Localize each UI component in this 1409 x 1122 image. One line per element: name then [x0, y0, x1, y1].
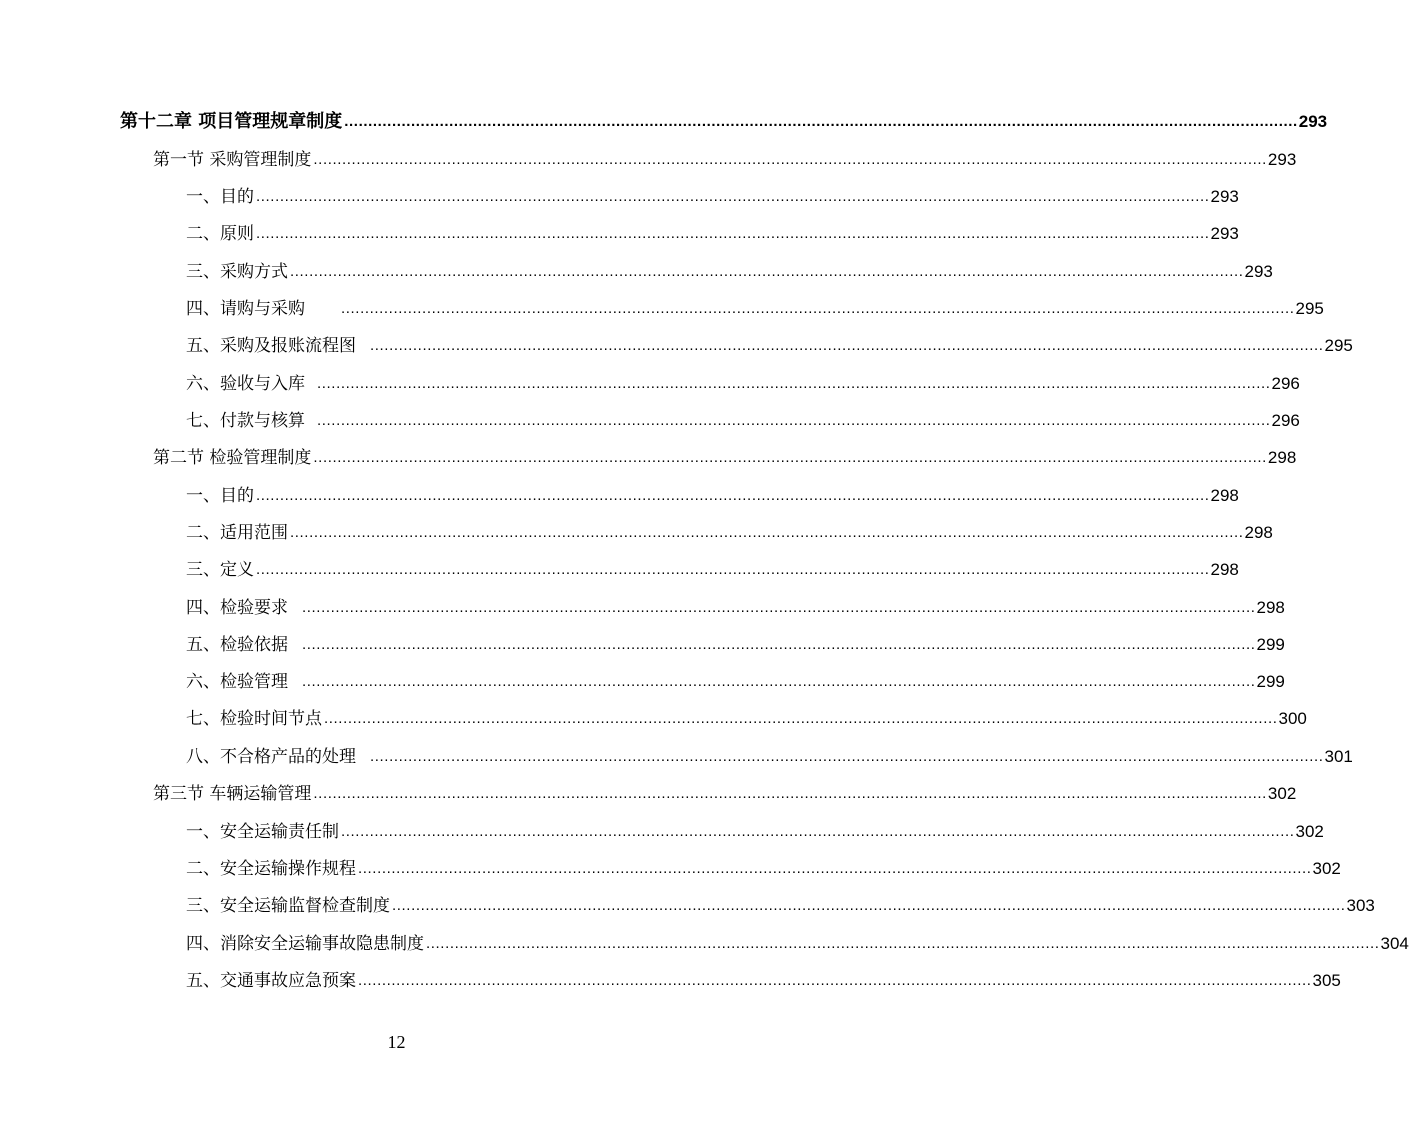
toc-entry-title: 五、检验依据	[186, 635, 288, 655]
toc-entry-title: 二、原则	[186, 224, 254, 244]
toc-entry-section[interactable]	[153, 442, 1297, 468]
toc-entry-page: 295	[1324, 336, 1353, 355]
toc-dot-leader: ........................................................................................................................................................................................................	[341, 823, 1295, 840]
toc-entry-page: 302	[1267, 784, 1297, 803]
toc-dot-leader: ........................................................................................................................................................................................................	[256, 225, 1210, 242]
toc-entry-title: 第二节 检验管理制度	[153, 448, 312, 468]
toc-entry-page: 293	[1210, 224, 1239, 243]
toc-entry-item[interactable]	[186, 928, 1409, 954]
toc-entry-title: 第一节 采购管理制度	[153, 150, 312, 170]
toc-entry-title: 四、检验要求	[186, 598, 288, 618]
toc-dot-leader: ........................................................................................................................................................................................................	[341, 300, 1295, 317]
toc-entry-title: 一、目的	[186, 486, 254, 506]
toc-entry-item[interactable]	[186, 218, 1239, 244]
toc-entry-title: 三、安全运输监督检查制度	[186, 896, 390, 916]
toc-entry-title: 四、消除安全运输事故隐患制度	[186, 934, 424, 954]
toc-dot-leader: ........................................................................................................................................................................................................	[358, 860, 1312, 877]
toc-entry-item[interactable]	[186, 405, 1300, 431]
toc-entry-item[interactable]	[186, 554, 1239, 580]
toc-entry-item[interactable]	[186, 816, 1324, 842]
toc-entry-title: 一、目的	[186, 187, 254, 207]
toc-dot-leader: ........................................................................................................................................................................................................	[370, 748, 1324, 765]
toc-entry-page: 302	[1312, 859, 1341, 878]
toc-entry-item[interactable]	[186, 256, 1273, 282]
toc-entry-page: 293	[1267, 150, 1297, 169]
toc-entry-title: 六、验收与入库	[186, 374, 305, 394]
toc-entry-title: 七、付款与核算	[186, 411, 305, 431]
toc-dot-leader: ........................................................................................................................................................................................................	[324, 710, 1278, 727]
toc-entry-section[interactable]	[153, 144, 1297, 170]
toc-entry-chapter[interactable]	[120, 106, 1328, 132]
toc-entry-page: 293	[1244, 262, 1273, 281]
toc-entry-title: 二、安全运输操作规程	[186, 859, 356, 879]
toc-entry-page: 296	[1271, 374, 1300, 393]
toc-dot-leader: ........................................................................................................................................................................................................	[358, 972, 1312, 989]
toc-entry-title: 第三节 车辆运输管理	[153, 784, 312, 804]
toc-dot-leader: ........................................................................................................................................................................................................	[302, 599, 1256, 616]
toc-dot-leader: ........................................................................................................................................................................................................	[313, 151, 1267, 168]
toc-dot-leader: ........................................................................................................................................................................................................	[392, 897, 1346, 914]
toc-entry-page: 298	[1244, 523, 1273, 542]
toc-entry-title: 五、采购及报账流程图	[186, 336, 356, 356]
toc-entry-item[interactable]	[186, 181, 1239, 207]
toc-entry-page: 296	[1271, 411, 1300, 430]
toc-entry-page: 302	[1295, 822, 1324, 841]
toc-entry-item[interactable]	[186, 629, 1285, 655]
toc-dot-leader: ........................................................................................................................................................................................................	[317, 412, 1271, 429]
toc-dot-leader: ........................................................................................................................................................................................................	[256, 188, 1210, 205]
toc-entry-page: 298	[1267, 448, 1297, 467]
toc-entry-title: 一、安全运输责任制	[186, 822, 339, 842]
toc-entry-page: 304	[1380, 934, 1409, 953]
toc-entry-section[interactable]	[153, 778, 1297, 804]
toc-dot-leader: ........................................................................................................................................................................................................	[426, 935, 1380, 952]
toc-entry-page: 293	[1210, 187, 1239, 206]
toc-entry-item[interactable]	[186, 741, 1353, 767]
toc-entry-title: 四、请购与采购	[186, 299, 305, 319]
toc-entry-title: 三、采购方式	[186, 262, 288, 282]
toc-entry-title: 三、定义	[186, 560, 254, 580]
toc-entry-page: 299	[1256, 672, 1285, 691]
toc-entry-page: 303	[1346, 896, 1375, 915]
toc-entry-item[interactable]	[186, 666, 1285, 692]
toc-dot-leader: ........................................................................................................................................................................................................	[370, 337, 1324, 354]
toc-dot-leader: ........................................................................................................................................................................................................	[344, 113, 1298, 130]
toc-entry-page: 300	[1278, 709, 1307, 728]
toc-entry-item[interactable]	[186, 703, 1307, 729]
toc-entry-page: 298	[1210, 560, 1239, 579]
toc-entry-title: 六、检验管理	[186, 672, 288, 692]
toc-entry-page: 295	[1295, 299, 1324, 318]
toc-entry-page: 299	[1256, 635, 1285, 654]
toc-entry-item[interactable]	[186, 517, 1273, 543]
toc-dot-leader: ........................................................................................................................................................................................................	[313, 449, 1267, 466]
toc-entry-title: 第十二章 项目管理规章制度	[120, 111, 343, 132]
toc-dot-leader: ........................................................................................................................................................................................................	[302, 673, 1256, 690]
toc-dot-leader: ........................................................................................................................................................................................................	[256, 561, 1210, 578]
toc-entry-item[interactable]	[186, 592, 1285, 618]
toc-dot-leader: ........................................................................................................................................................................................................	[317, 375, 1271, 392]
toc-entry-page: 301	[1324, 747, 1353, 766]
toc-entry-page: 298	[1256, 598, 1285, 617]
toc-entry-title: 八、不合格产品的处理	[186, 747, 356, 767]
toc-entry-page: 305	[1312, 971, 1341, 990]
toc-entry-item[interactable]	[186, 965, 1341, 991]
toc-dot-leader: ........................................................................................................................................................................................................	[290, 524, 1244, 541]
toc-entry-title: 七、检验时间节点	[186, 709, 322, 729]
toc-dot-leader: ........................................................................................................................................................................................................	[256, 487, 1210, 504]
toc-entry-item[interactable]	[186, 330, 1353, 356]
toc-entry-page: 298	[1210, 486, 1239, 505]
toc-dot-leader: ........................................................................................................................................................................................................	[313, 785, 1267, 802]
toc-entry-item[interactable]	[186, 480, 1239, 506]
toc-entry-title: 二、适用范围	[186, 523, 288, 543]
toc-entry-item[interactable]	[186, 890, 1375, 916]
toc-entry-item[interactable]	[186, 293, 1324, 319]
toc-entry-item[interactable]	[186, 853, 1341, 879]
toc-dot-leader: ........................................................................................................................................................................................................	[302, 636, 1256, 653]
toc-entry-item[interactable]	[186, 368, 1300, 394]
page-number: 12	[387, 1032, 406, 1052]
toc-dot-leader: ........................................................................................................................................................................................................	[290, 263, 1244, 280]
toc-entry-page: 293	[1298, 112, 1328, 131]
toc-entry-title: 五、交通事故应急预案	[186, 971, 356, 991]
